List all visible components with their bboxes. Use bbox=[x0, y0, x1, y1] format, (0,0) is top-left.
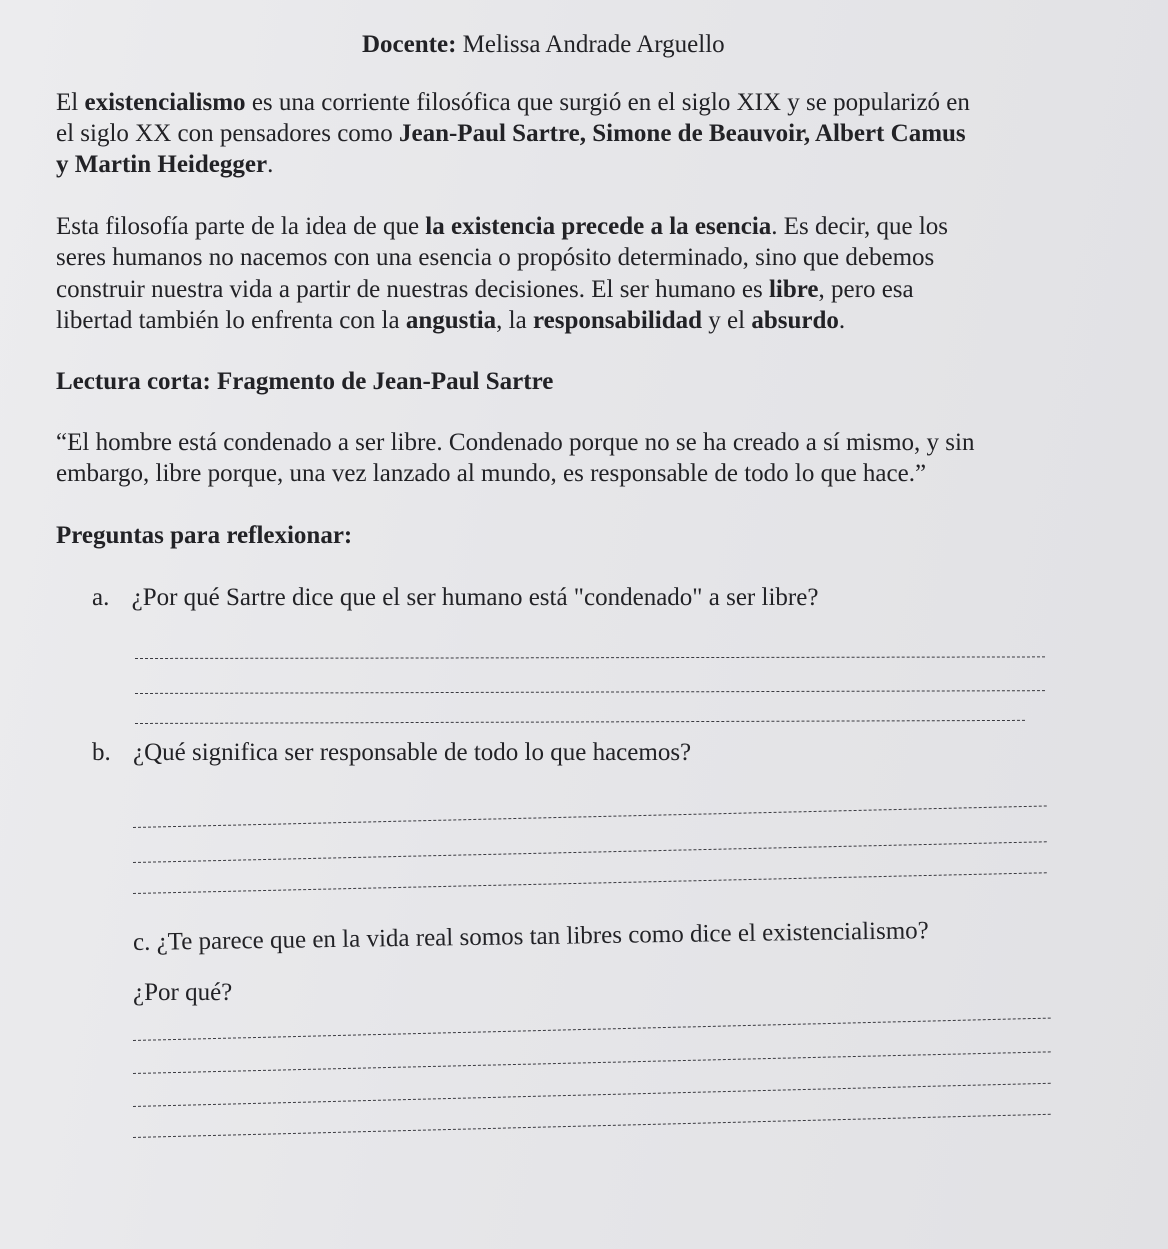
teacher-header bbox=[362, 30, 725, 60]
para2-line-1: Esta filosofía parte de la idea de que la existencia precede a la esencia. Es decir, que los bbox=[56, 213, 949, 240]
answer-line-c4[interactable] bbox=[133, 1114, 1051, 1138]
answer-line-c2[interactable] bbox=[133, 1051, 1051, 1074]
question-b-marker: b. bbox=[92, 739, 111, 766]
answer-line-a2[interactable] bbox=[135, 690, 1045, 694]
teacher-label: Docente: bbox=[362, 31, 457, 58]
question-c bbox=[133, 916, 929, 958]
answer-line-b1[interactable] bbox=[133, 805, 1047, 828]
answer-line-c1[interactable] bbox=[133, 1018, 1051, 1041]
intro-line-1: El existencialismo es una corriente filosófica que surgió en el siglo XIX y se popularizó en bbox=[56, 89, 970, 116]
question-a-text: ¿Por qué Sartre dice que el ser humano está "condenado" a ser libre? bbox=[131, 584, 819, 611]
questions-title: Preguntas para reflexionar: bbox=[56, 522, 353, 549]
question-c-text: ¿Te parece que en la vida real somos tan libres como dice el existencialismo? bbox=[156, 917, 929, 956]
answer-line-c3[interactable] bbox=[133, 1083, 1051, 1107]
para2-line-3: construir nuestra vida a partir de nuestras decisiones. El ser humano es libre, pero esa bbox=[56, 276, 914, 303]
answer-line-b3[interactable] bbox=[133, 872, 1047, 894]
para2-line-4: libertad también lo enfrenta con la angustia, la responsabilidad y el absurdo. bbox=[56, 307, 846, 334]
intro-line-3: y Martin Heidegger. bbox=[56, 151, 274, 178]
question-c-continuation: ¿Por qué? bbox=[133, 979, 233, 1006]
reading-title: Lectura corta: Fragmento de Jean-Paul Sartre bbox=[56, 368, 554, 395]
question-b-text: ¿Qué significa ser responsable de todo lo que hacemos? bbox=[133, 739, 692, 766]
question-c-marker: c. bbox=[132, 928, 151, 956]
answer-line-b2[interactable] bbox=[133, 841, 1047, 863]
quote-line-2: embargo, libre porque, una vez lanzado al mundo, es responsable de todo lo que hace.” bbox=[56, 460, 927, 487]
quote-line-1: “El hombre está condenado a ser libre. Condenado porque no se ha creado a sí mismo, y sin bbox=[56, 429, 975, 456]
answer-line-a3[interactable] bbox=[135, 720, 1025, 724]
intro-line-2: el siglo XX con pensadores como Jean-Paul Sartre, Simone de Beauvoir, Albert Camus bbox=[56, 120, 966, 147]
question-a bbox=[92, 583, 818, 613]
teacher-name: Melissa Andrade Arguello bbox=[462, 31, 725, 58]
answer-line-a1[interactable] bbox=[135, 656, 1045, 659]
question-b bbox=[92, 738, 691, 768]
para2-line-2: seres humanos no nacemos con una esencia o propósito determinado, sino que debemos bbox=[56, 244, 935, 271]
question-a-marker: a. bbox=[92, 584, 110, 611]
